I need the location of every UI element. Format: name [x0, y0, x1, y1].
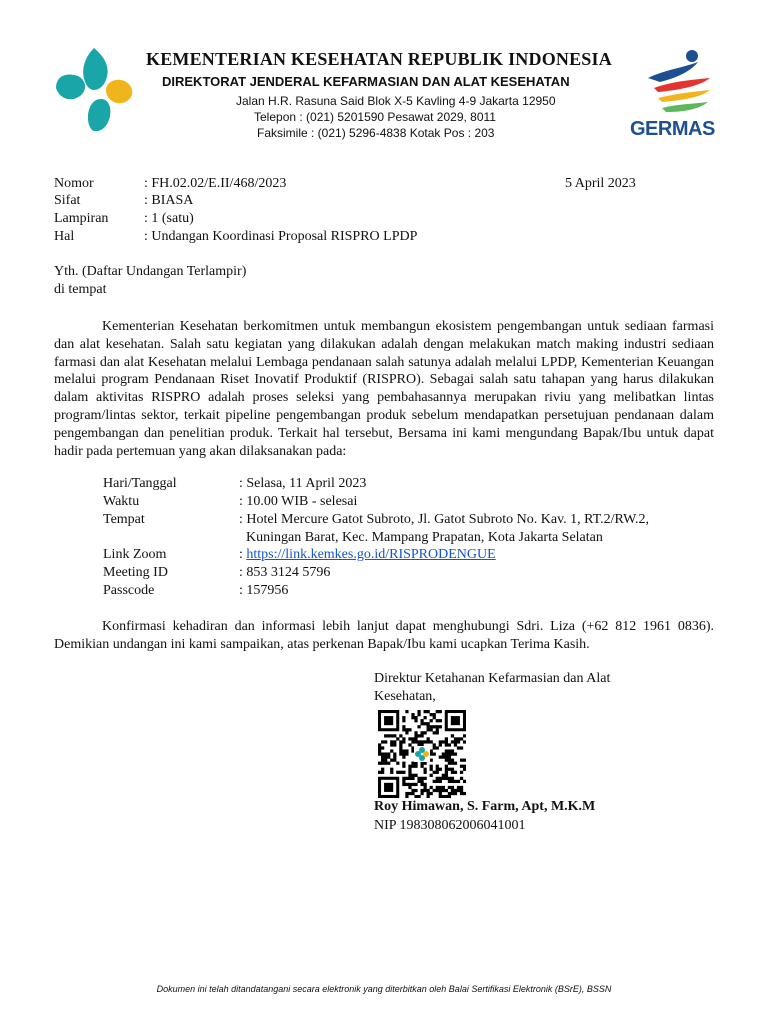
zoom-link[interactable]: https://link.kemkes.go.id/RISPRODENGUE: [246, 547, 496, 562]
header-subtitle: DIREKTORAT JENDERAL KEFARMASIAN DAN ALAT KESEHATAN: [162, 74, 570, 89]
nomor-value: : FH.02.02/E.II/468/2023: [144, 176, 287, 191]
body-paragraph-1: Kementerian Kesehatan berkomitmen untuk membangun ekosistem pengembangan untuk sediaan farmasi dan alat kesehatan. Salah satu kegiatan yang dilakukan adalah dengan melakukan match making industri sediaan farmasi dan alat Kesehatan melalui Lembaga pendanaan salah satunya adalah melalui LPDP, Kementerian Keuangan melalui program Pendanaan Riset Inovatif Produktif (RISPRO). Sebagai salah satu tahapan yang harus dilakukan dalam aktivitas RISPRO adalah proses seleksi yang pembahasannya merupakan riviu yang melibatkan lintas program/lintas sektor, terkait pipeline pengembangan produk sebelum mendapatkan persetujuan pendanaan dalam pengembangan dan penelitian produk. Terkait hal tersebut, Bersama ini kami mengundang Bapak/Ibu untuk dapat hadir pada pertemuan yang akan dilaksanakan pada:: [54, 319, 714, 459]
sifat-label: Sifat: [54, 193, 81, 208]
meeting-id-value: : 853 3124 5796: [239, 565, 331, 580]
lampiran-value: : 1 (satu): [144, 211, 194, 226]
sifat-value: : BIASA: [144, 193, 194, 208]
recipient-line: Yth. (Daftar Undangan Terlampir): [54, 264, 247, 279]
header-address: Jalan H.R. Rasuna Said Blok X-5 Kavling 4-9 Jakarta 12950: [236, 94, 556, 108]
germas-logo-text: GERMAS: [630, 118, 715, 140]
signer-nip: NIP 198308062006041001: [374, 818, 526, 833]
signer-name: Roy Himawan, S. Farm, Apt, M.K.M: [374, 799, 596, 814]
signature-qr-code-icon: [378, 710, 466, 798]
signer-title-line-1: Direktur Ketahanan Kefarmasian dan Alat: [374, 671, 611, 686]
hal-label: Hal: [54, 229, 75, 244]
letter-date: 5 April 2023: [565, 176, 636, 191]
meeting-id-label: Meeting ID: [103, 565, 168, 580]
tempat-value-2: Kuningan Barat, Kec. Mampang Prapatan, Kota Jakarta Selatan: [246, 530, 603, 545]
header-fax: Faksimile : (021) 5296-4838 Kotak Pos : 203: [257, 126, 495, 140]
signer-title-line-2: Kesehatan,: [374, 689, 436, 704]
germas-logo-icon: [640, 48, 720, 116]
recipient-place: di tempat: [54, 282, 107, 297]
passcode-label: Passcode: [103, 583, 155, 598]
passcode-value: : 157956: [239, 583, 289, 598]
zoom-label: Link Zoom: [103, 547, 167, 562]
ministry-logo-icon: [52, 44, 136, 136]
waktu-value: : 10.00 WIB - selesai: [239, 494, 358, 509]
zoom-colon: :: [239, 547, 247, 562]
zoom-value: [239, 547, 496, 563]
nomor-label: Nomor: [54, 176, 94, 191]
header-phone: Telepon : (021) 5201590 Pesawat 2029, 8011: [254, 110, 496, 124]
footer-note: Dokumen ini telah ditandatangani secara elektronik yang diterbitkan oleh Balai Sertifikasi Elektronik (BSrE), BSSN: [156, 984, 612, 994]
hari-label: Hari/Tanggal: [103, 476, 177, 491]
body-paragraph-2: Konfirmasi kehadiran dan informasi lebih lanjut dapat menghubungi Sdri. Liza (+62 812 1961 0836). Demikian undangan ini kami sampaikan, atas perkenan Bapak/Ibu kami ucapkan Terima Kasih.: [54, 619, 714, 652]
lampiran-label: Lampiran: [54, 211, 109, 226]
tempat-value-1: : Hotel Mercure Gatot Subroto, Jl. Gatot Subroto No. Kav. 1, RT.2/RW.2,: [239, 512, 650, 527]
waktu-label: Waktu: [103, 494, 140, 509]
hari-value: : Selasa, 11 April 2023: [239, 476, 367, 491]
header-title: KEMENTERIAN KESEHATAN REPUBLIK INDONESIA: [146, 49, 612, 69]
tempat-label: Tempat: [103, 512, 145, 527]
hal-value: : Undangan Koordinasi Proposal RISPRO LPDP: [144, 229, 418, 244]
